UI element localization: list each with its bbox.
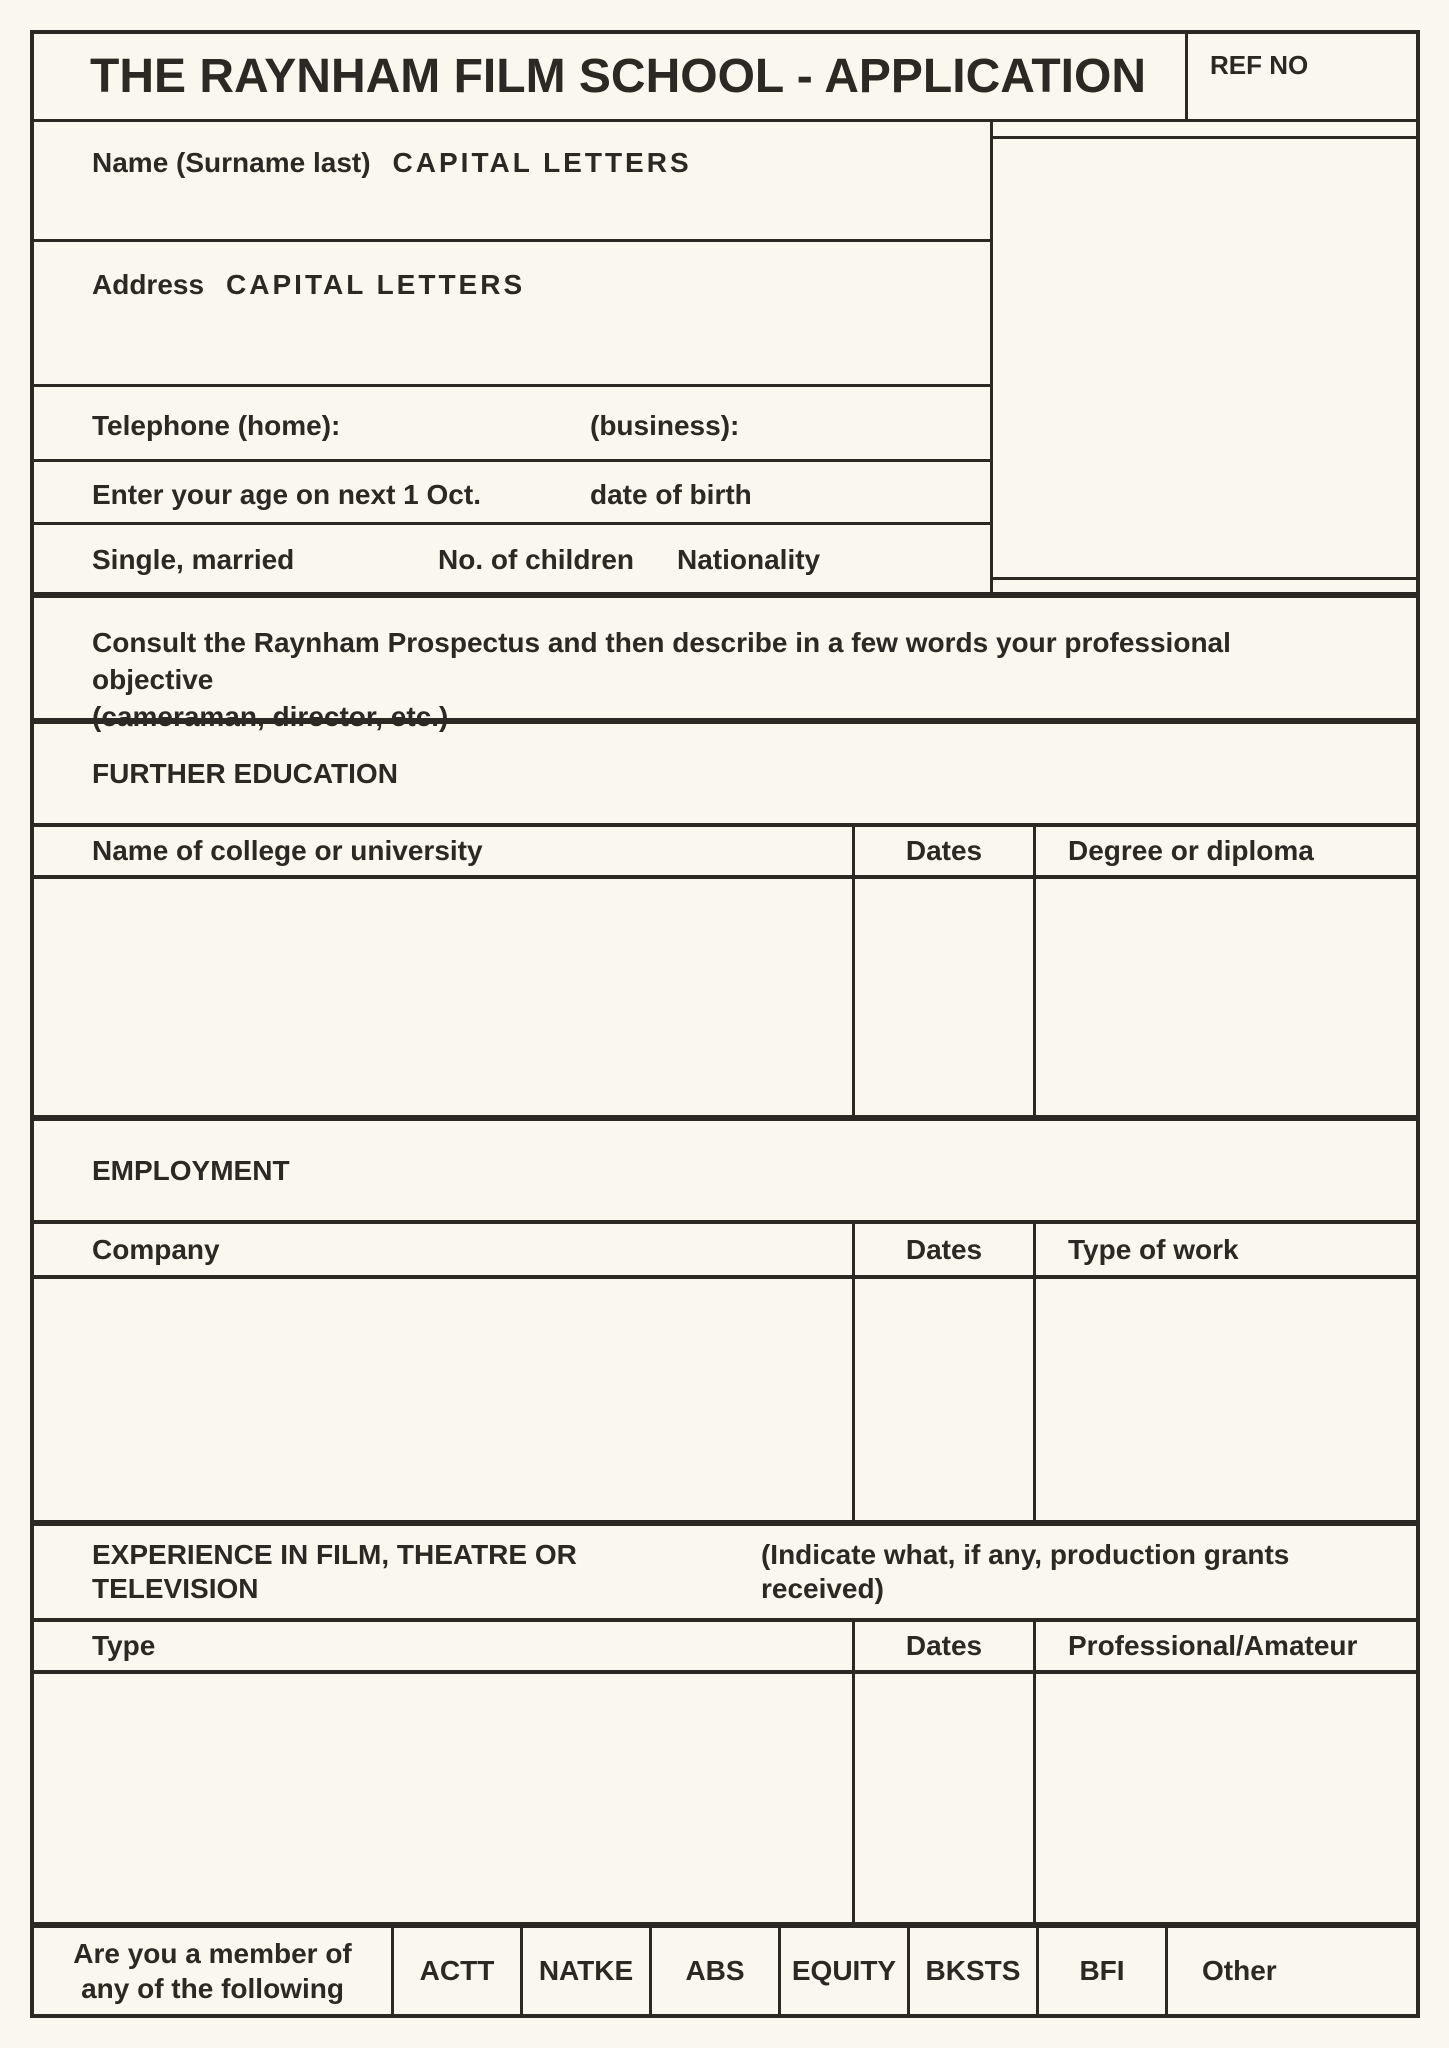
- membership-question-line2: any of the following: [81, 1973, 344, 2004]
- empty-side-box: [993, 136, 1416, 580]
- company-column-header: Company: [92, 1233, 220, 1265]
- membership-question-line1: Are you a member of: [73, 1938, 352, 1969]
- membership-option-natke-cell: [520, 1928, 649, 2014]
- title-row: [34, 34, 1416, 122]
- membership-option-bfi: BFI: [1079, 1955, 1125, 1986]
- application-form: [30, 30, 1420, 2018]
- employment-dates-entry-cell: [855, 1279, 1036, 1520]
- experience-dates-column-header-cell: [855, 1622, 1036, 1670]
- name-label: Name (Surname last): [92, 147, 371, 178]
- professional-amateur-column-header: Professional/Amateur: [1068, 1630, 1358, 1662]
- company-column-header-cell: [34, 1224, 855, 1275]
- membership-option-bksts-cell: [907, 1928, 1036, 2014]
- objective-instruction-line2: (cameraman, director, etc.): [92, 701, 449, 732]
- date-of-birth-label: date of birth: [590, 479, 752, 510]
- professional-amateur-column-header-cell: [1036, 1622, 1416, 1670]
- further-education-heading-band: [34, 718, 1416, 823]
- degree-entry-cell: [1036, 879, 1416, 1115]
- membership-option-actt: ACTT: [419, 1955, 495, 1986]
- title-cell: [34, 34, 1188, 119]
- further-education-entry-row: [34, 875, 1416, 1115]
- ref-no-label: REF NO: [1210, 50, 1309, 80]
- membership-row: [34, 1922, 1416, 2014]
- membership-option-abs-cell: [649, 1928, 778, 2014]
- employment-dates-column-header: Dates: [905, 1233, 983, 1265]
- employment-heading: EMPLOYMENT: [92, 1154, 290, 1186]
- college-column-header: Name of college or university: [92, 835, 483, 867]
- further-education-heading: FURTHER EDUCATION: [92, 757, 398, 789]
- membership-question-cell: [34, 1928, 391, 2014]
- membership-option-other-cell: [1165, 1928, 1416, 2014]
- further-education-header-row: [34, 823, 1416, 875]
- education-dates-column-header: Dates: [905, 835, 983, 867]
- experience-heading-note: (Indicate what, if any, production grants received): [760, 1539, 1290, 1604]
- membership-option-equity: EQUITY: [791, 1955, 897, 1986]
- employment-entry-row: [34, 1275, 1416, 1520]
- professional-amateur-entry-cell: [1036, 1674, 1416, 1922]
- age-label: Enter your age on next 1 Oct.: [92, 479, 481, 510]
- nationality-label: Nationality: [677, 544, 821, 575]
- college-entry-cell: [34, 879, 855, 1115]
- experience-entry-row: [34, 1670, 1416, 1922]
- type-of-work-column-header: Type of work: [1068, 1233, 1239, 1265]
- degree-column-header-cell: [1036, 827, 1416, 875]
- experience-type-entry-cell: [34, 1674, 855, 1922]
- name-field-row: [34, 122, 990, 242]
- employment-heading-band: [34, 1115, 1416, 1220]
- education-dates-column-header-cell: [855, 827, 1036, 875]
- type-of-work-column-header-cell: [1036, 1224, 1416, 1275]
- marital-status-label: Single, married: [92, 544, 295, 575]
- employment-header-row: [34, 1220, 1416, 1275]
- children-label: No. of children: [438, 544, 634, 575]
- marital-status-field-row: [34, 525, 990, 592]
- office-use-area: [993, 122, 1416, 592]
- telephone-home-label: Telephone (home):: [92, 410, 341, 441]
- degree-column-header: Degree or diploma: [1068, 835, 1314, 867]
- form-title: THE RAYNHAM FILM SCHOOL - APPLICATION: [90, 50, 1146, 103]
- membership-option-actt-cell: [391, 1928, 520, 2014]
- membership-option-other: Other: [1202, 1955, 1277, 1986]
- education-dates-entry-cell: [855, 879, 1036, 1115]
- experience-dates-column-header: Dates: [905, 1630, 983, 1662]
- age-field-row: [34, 462, 990, 525]
- experience-header-row: [34, 1618, 1416, 1670]
- college-column-header-cell: [34, 827, 855, 875]
- name-capital-letters-hint: CAPITAL LETTERS: [392, 147, 692, 178]
- experience-heading-band: [34, 1520, 1416, 1618]
- membership-option-equity-cell: [778, 1928, 907, 2014]
- employment-dates-column-header-cell: [855, 1224, 1036, 1275]
- membership-option-abs: ABS: [685, 1955, 745, 1986]
- membership-option-bfi-cell: [1036, 1928, 1165, 2014]
- experience-heading: EXPERIENCE IN FILM, THEATRE OR TELEVISION: [92, 1539, 577, 1604]
- experience-type-column-header-cell: [34, 1622, 855, 1670]
- telephone-business-label: (business):: [590, 410, 740, 441]
- company-entry-cell: [34, 1279, 855, 1520]
- objective-instruction-line1: Consult the Raynham Prospectus and then describe in a few words your professional objective: [92, 627, 1231, 695]
- telephone-field-row: [34, 387, 990, 462]
- professional-objective-section: [34, 592, 1416, 732]
- membership-option-natke: NATKE: [538, 1955, 634, 1986]
- personal-details-block: [34, 122, 1416, 592]
- experience-dates-entry-cell: [855, 1674, 1036, 1922]
- ref-no-box: [1188, 34, 1416, 119]
- experience-type-column-header: Type: [92, 1630, 156, 1662]
- address-field-row: [34, 242, 990, 387]
- personal-details-fields: [34, 122, 993, 592]
- type-of-work-entry-cell: [1036, 1279, 1416, 1520]
- address-capital-letters-hint: CAPITAL LETTERS: [226, 269, 526, 300]
- address-label: Address: [92, 269, 205, 300]
- membership-option-bksts: BKSTS: [925, 1955, 1021, 1986]
